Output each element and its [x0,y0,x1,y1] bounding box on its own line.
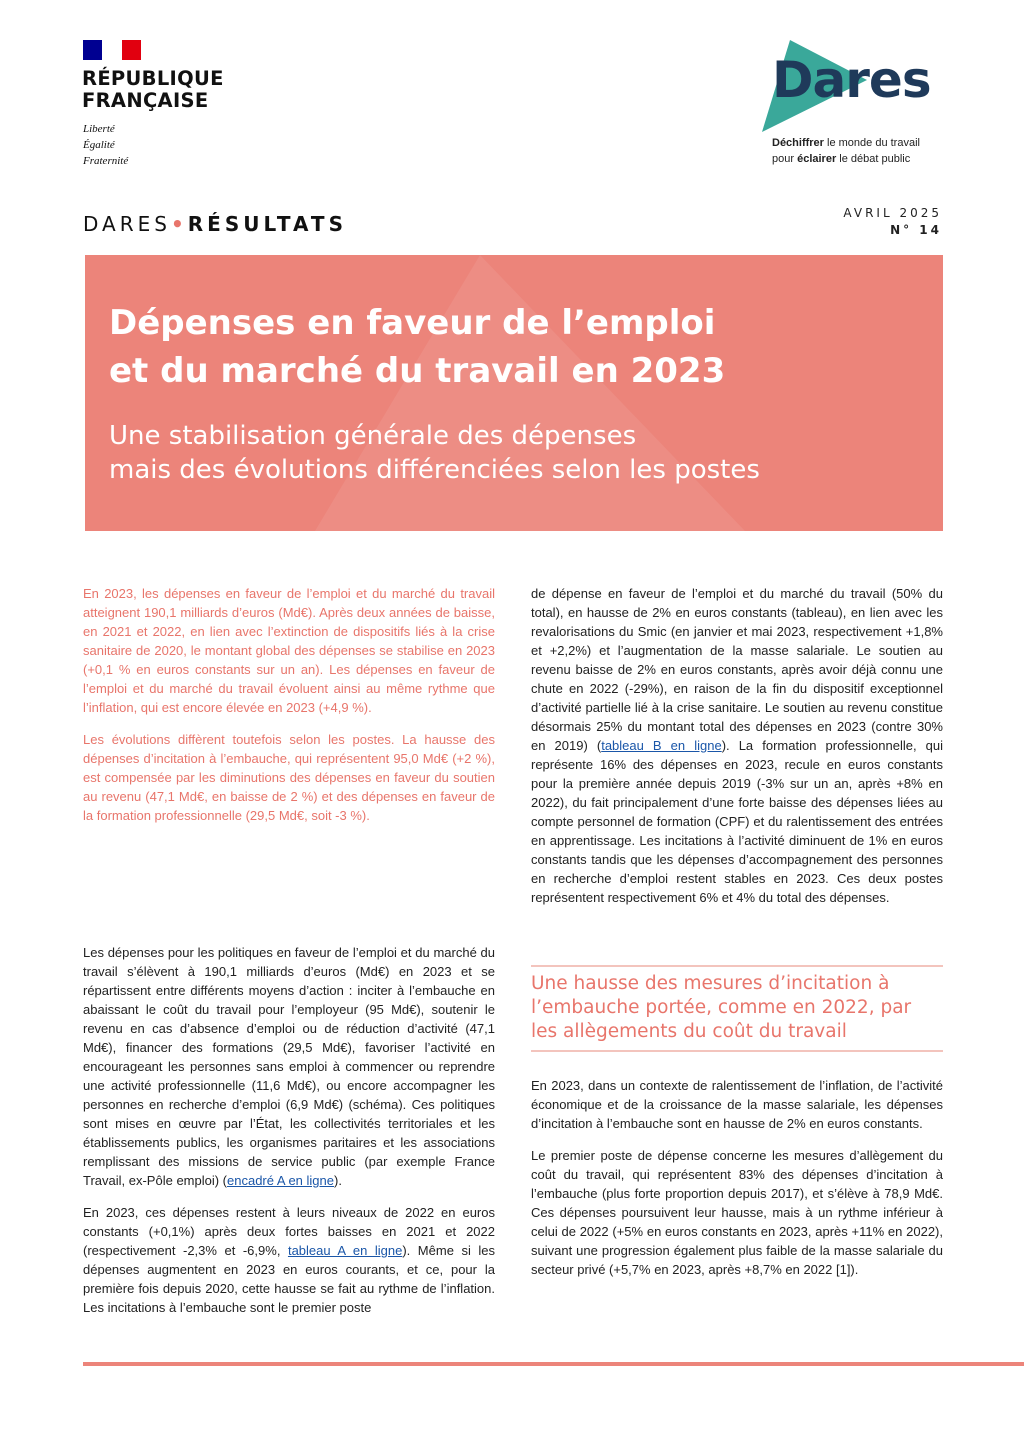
republic-line-2: FRANÇAISE [82,89,209,112]
body-right-column-top [531,584,943,920]
body-paragraph-1: Les dépenses pour les politiques en faveur de l’emploi et du marché du travail s’élèvent à 190,1 milliards d’euros (Md€) en 2023 et se répartissent entre différents moyens d’action : inciter à l’embauche en abaissant le coût du travail pour l’employeur (95 Md€), soutenir le revenu en cas d’absence d’emploi ou de réduction d’activité (47,1 Md€), financer des formations (29,5 Md€), favoriser l’activité en encourageant les personnes sans emploi à commencer ou reprendre une activité professionnelle (11,6 Md€), ou encore accompagner les personnes en recherche d’emploi (6,9 Md€) (schéma). Ces politiques sont mises en œuvre par l’État, les collectivités territoriales et les établissements publics, les organismes paritaires et les associations remplissant des missions de service public (par exemple France Travail, ex-Pôle emploi) (encadré A en ligne). [83,945,495,1188]
tableau-b-link[interactable]: tableau B en ligne [601,738,722,753]
dares-logo-wordmark: Dares [772,51,931,109]
motto-liberte: Liberté [83,123,115,135]
body-paragraph-4: En 2023, dans un contexte de ralentissement de l’inflation, de l’activité économique et de la croissance de la masse salariale, les dépenses d’incitation à l’embauche sont en hausse de 2% en euros constants. [531,1078,943,1131]
series-part-2: RÉSULTATS [187,212,347,236]
issue-info [843,205,942,239]
tagline-rest-2a: pour [772,153,798,165]
series-label [83,212,347,236]
lead-paragraph-1: En 2023, les dépenses en faveur de l’emploi et du marché du travail atteignent 190,1 milliards d’euros (Md€). Après deux années de baisse, en 2021 et 2022, en lien avec l’extinction de dispositifs liés à la crise sanitaire de 2020, le montant global des dépenses se stabilise en 2023 (+0,1 % en euros constants sur un an). Les dépenses en faveur de l’emploi et du marché du travail évoluent ainsi au même rythme que l’inflation, qui est encore élevée en 2023 (+4,9 %). [83,586,495,715]
republic-motto [83,121,128,169]
encadre-a-link[interactable]: encadré A en ligne [227,1173,334,1188]
tagline-bold-2: éclairer [797,153,837,165]
series-part-1: DARES [83,212,171,236]
tagline-rest-2b: le débat public [836,153,911,165]
section-heading-block [531,965,943,1052]
dares-tagline [772,135,920,167]
body-left-column [83,943,495,1330]
motto-egalite: Égalité [83,139,115,151]
tagline-bold-1: Déchiffrer [772,137,824,149]
lead-summary [83,584,495,838]
issue-date: AVRIL 2025 [843,206,942,220]
motto-fraternite: Fraternité [83,155,129,167]
subtitle-line-2: mais des évolutions différenciées selon les postes [109,455,760,485]
subtitle-line-1: Une stabilisation générale des dépenses [109,421,637,451]
republique-francaise-wordmark [82,68,224,112]
title-line-1: Dépenses en faveur de l’emploi [109,303,716,343]
body-right-column-bottom [531,1076,943,1292]
issue-number: N° 14 [890,223,942,237]
title-banner [85,255,943,531]
lead-paragraph-2: Les évolutions diffèrent toutefois selon les postes. La hausse des dépenses d’incitation à l’embauche, qui représentent 95,0 Md€ (+2 %), est compensée par les diminutions des dépenses en faveur du soutien au revenu (47,1 Md€, en baisse de 2 %) et des dépenses en faveur de la formation professionnelle (29,5 Md€, soit -3 %). [83,732,495,823]
document-subtitle [109,419,760,487]
footer-divider [83,1362,1024,1366]
body-paragraph-5: Le premier poste de dépense concerne les mesures d’allègement du coût du travail, qui représentent 83% des dépenses d’incitation à l’embauche (plus forte proportion depuis 2017), et s’élève à 78,9 Md€. Ces dépenses poursuivent leur hausse, mais à un rythme inférieur à celui de 2022 (+5% en euros constants en 2023, après +11% en 2022), suivant une progression également plus faible de la masse salariale du secteur privé (+5,7% en 2023, après +8,7% en 2022 [1]). [531,1148,943,1277]
french-flag-logo [83,40,141,60]
republic-line-1: RÉPUBLIQUE [82,67,224,90]
document-title [109,299,725,395]
tableau-a-link[interactable]: tableau A en ligne [287,1243,403,1258]
series-separator-dot: • [170,212,188,236]
section-heading: Une hausse des mesures d’incitation à l’embauche portée, comme en 2022, par les allègements du coût du travail [531,973,912,1042]
title-line-2: et du marché du travail en 2023 [109,351,726,391]
body-paragraph-2: En 2023, ces dépenses restent à leurs niveaux de 2022 en euros constants (+0,1%) après deux fortes baisses en 2021 et 2022 (respectivement -2,3% et -6,9%, tableau A en ligne). Même si les dépenses augmentent en 2023 en euros courants, et ce, pour la première fois depuis 2020, cette hausse se fait au rythme de l’inflation. Les incitations à l’embauche sont le premier poste [83,1205,495,1315]
body-paragraph-3: de dépense en faveur de l’emploi et du marché du travail (50% du total), en hausse de 2% en euros constants (tableau), en lien avec les revalorisations du Smic (en janvier et mai 2023, respectivement +1,8% et +2,2%) et l’augmentation de la masse salariale. Le soutien au revenu baisse de 2% en euros constants, après avoir déjà connu une chute en 2022 (-29%), en raison de la fin du dispositif exceptionnel d’activité partielle lié à la crise sanitaire. Le soutien au revenu constitue désormais 25% du montant total des dépenses en 2023 (contre 30% en 2019) (tableau B en ligne). La formation professionnelle, qui représente 16% des dépenses en 2023, recule en euros constants pour la première année depuis 2019 (-3% sur un an, après +8% en 2022), du fait principalement d’une forte baisse des dépenses liées au compte personnel de formation (CPF) et du ralentissement des entrées en apprentissage. Les incitations à l’activité diminuent de 1% en euros constants tandis que les dépenses d’accompagnement des personnes en recherche d’emploi restent stables en 2023. Ces deux postes représentent respectivement 6% et 4% du total des dépenses. [531,586,943,905]
tagline-rest-1: le monde du travail [823,137,920,149]
